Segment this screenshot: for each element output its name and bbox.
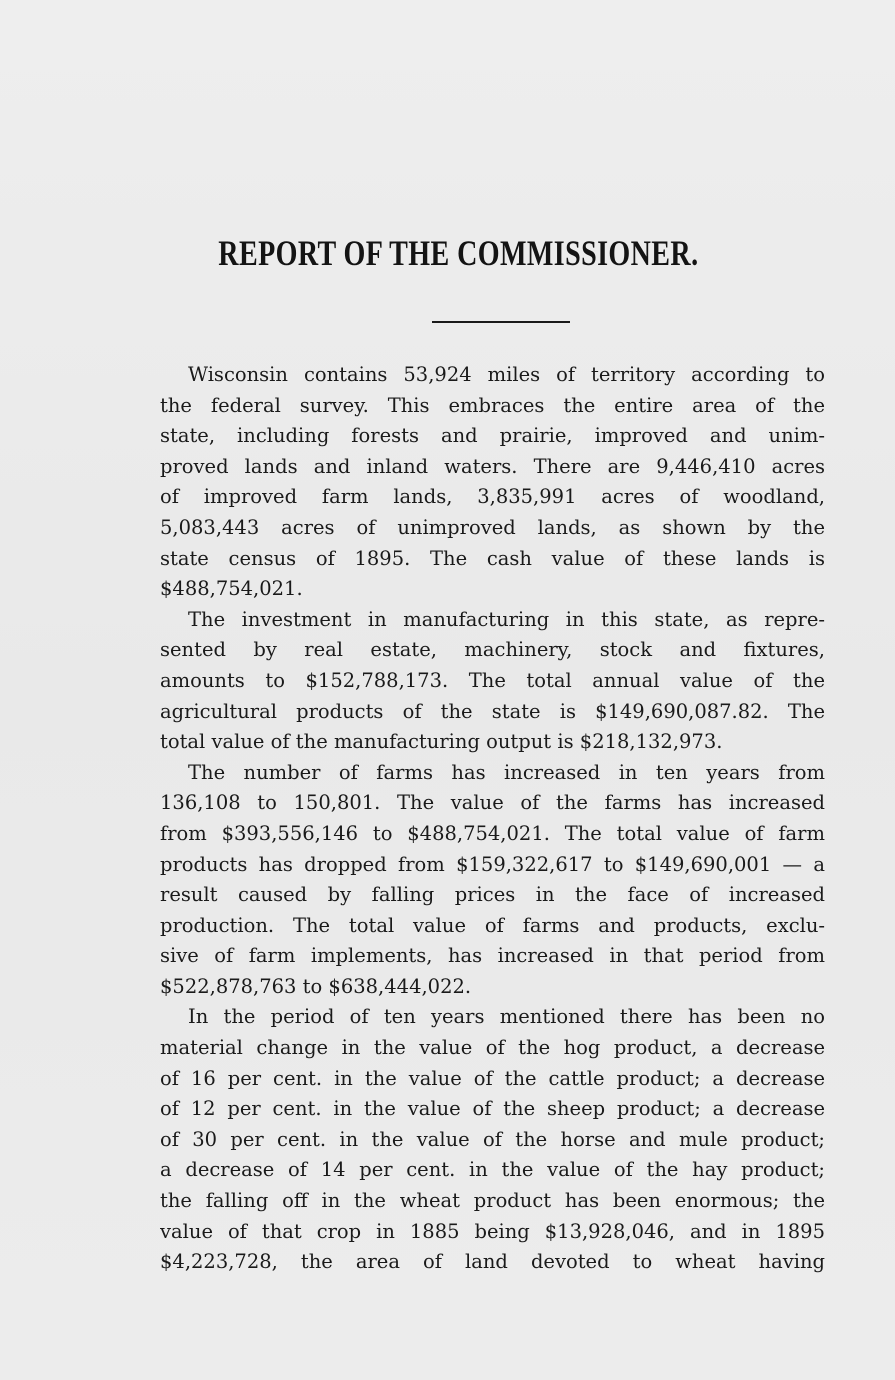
text-line: from $393,556,146 to $488,754,021. The total value of farm [160, 821, 825, 845]
text-line: products has dropped from $159,322,617 to $149,690,001 — a [160, 852, 825, 876]
text-line: production. The total value of farms and products, exclu- [160, 913, 825, 937]
text-line: sive of farm implements, has increased in that period from [160, 944, 825, 968]
text-line: of 12 per cent. in the value of the sheep product; a decrease [160, 1097, 825, 1121]
text-line: state, including forests and prairie, improved and unim- [160, 424, 825, 448]
text-line: a decrease of 14 per cent. in the value of the hay product; [160, 1158, 825, 1182]
text-line: The investment in manufacturing in this state, as repre- [188, 607, 825, 631]
page-title: REPORT OF THE COMMISSIONER. [218, 233, 699, 273]
text-line: proved lands and inland waters. There are 9,446,410 acres [160, 454, 825, 478]
text-line: the federal survey. This embraces the entire area of the [160, 393, 825, 417]
text-line: agricultural products of the state is $149,690,087.82. The [160, 699, 825, 723]
text-line: 5,083,443 acres of unimproved lands, as shown by the [160, 515, 825, 539]
title-divider [432, 321, 570, 323]
text-line: amounts to $152,788,173. The total annual value of the [160, 668, 825, 692]
text-line: sented by real estate, machinery, stock and fixtures, [160, 638, 825, 662]
text-line: $488,754,021. [160, 577, 303, 601]
text-line: of 16 per cent. in the value of the cattle product; a decrease [160, 1066, 825, 1090]
text-line: result caused by falling prices in the face of increased [160, 883, 825, 907]
paragraph [160, 605, 825, 758]
text-line: $522,878,763 to $638,444,022. [160, 974, 472, 998]
report-body [160, 360, 825, 1278]
text-line: Wisconsin contains 53,924 miles of territory according to [188, 363, 825, 386]
text-line: the falling off in the wheat product has been enormous; the [160, 1189, 825, 1213]
text-line: state census of 1895. The cash value of these lands is [160, 546, 825, 570]
text-line: value of that crop in 1885 being $13,928,046, and in 1895 [160, 1219, 825, 1243]
text-line: of improved farm lands, 3,835,991 acres of woodland, [160, 485, 825, 509]
paragraph [160, 1002, 825, 1277]
paragraph [160, 758, 825, 1003]
text-line: of 30 per cent. in the value of the horse and mule product; [160, 1127, 825, 1151]
text-line: 136,108 to 150,801. The value of the farms has increased [160, 791, 825, 815]
text-line: total value of the manufacturing output is $218,132,973. [160, 730, 723, 754]
paragraph [160, 360, 825, 605]
text-line: The number of farms has increased in ten years from [188, 760, 825, 784]
text-line: material change in the value of the hog product, a decrease [160, 1036, 825, 1060]
text-line: $4,223,728, the area of land devoted to wheat having [160, 1250, 825, 1274]
text-line: In the period of ten years mentioned there has been no [188, 1005, 825, 1029]
